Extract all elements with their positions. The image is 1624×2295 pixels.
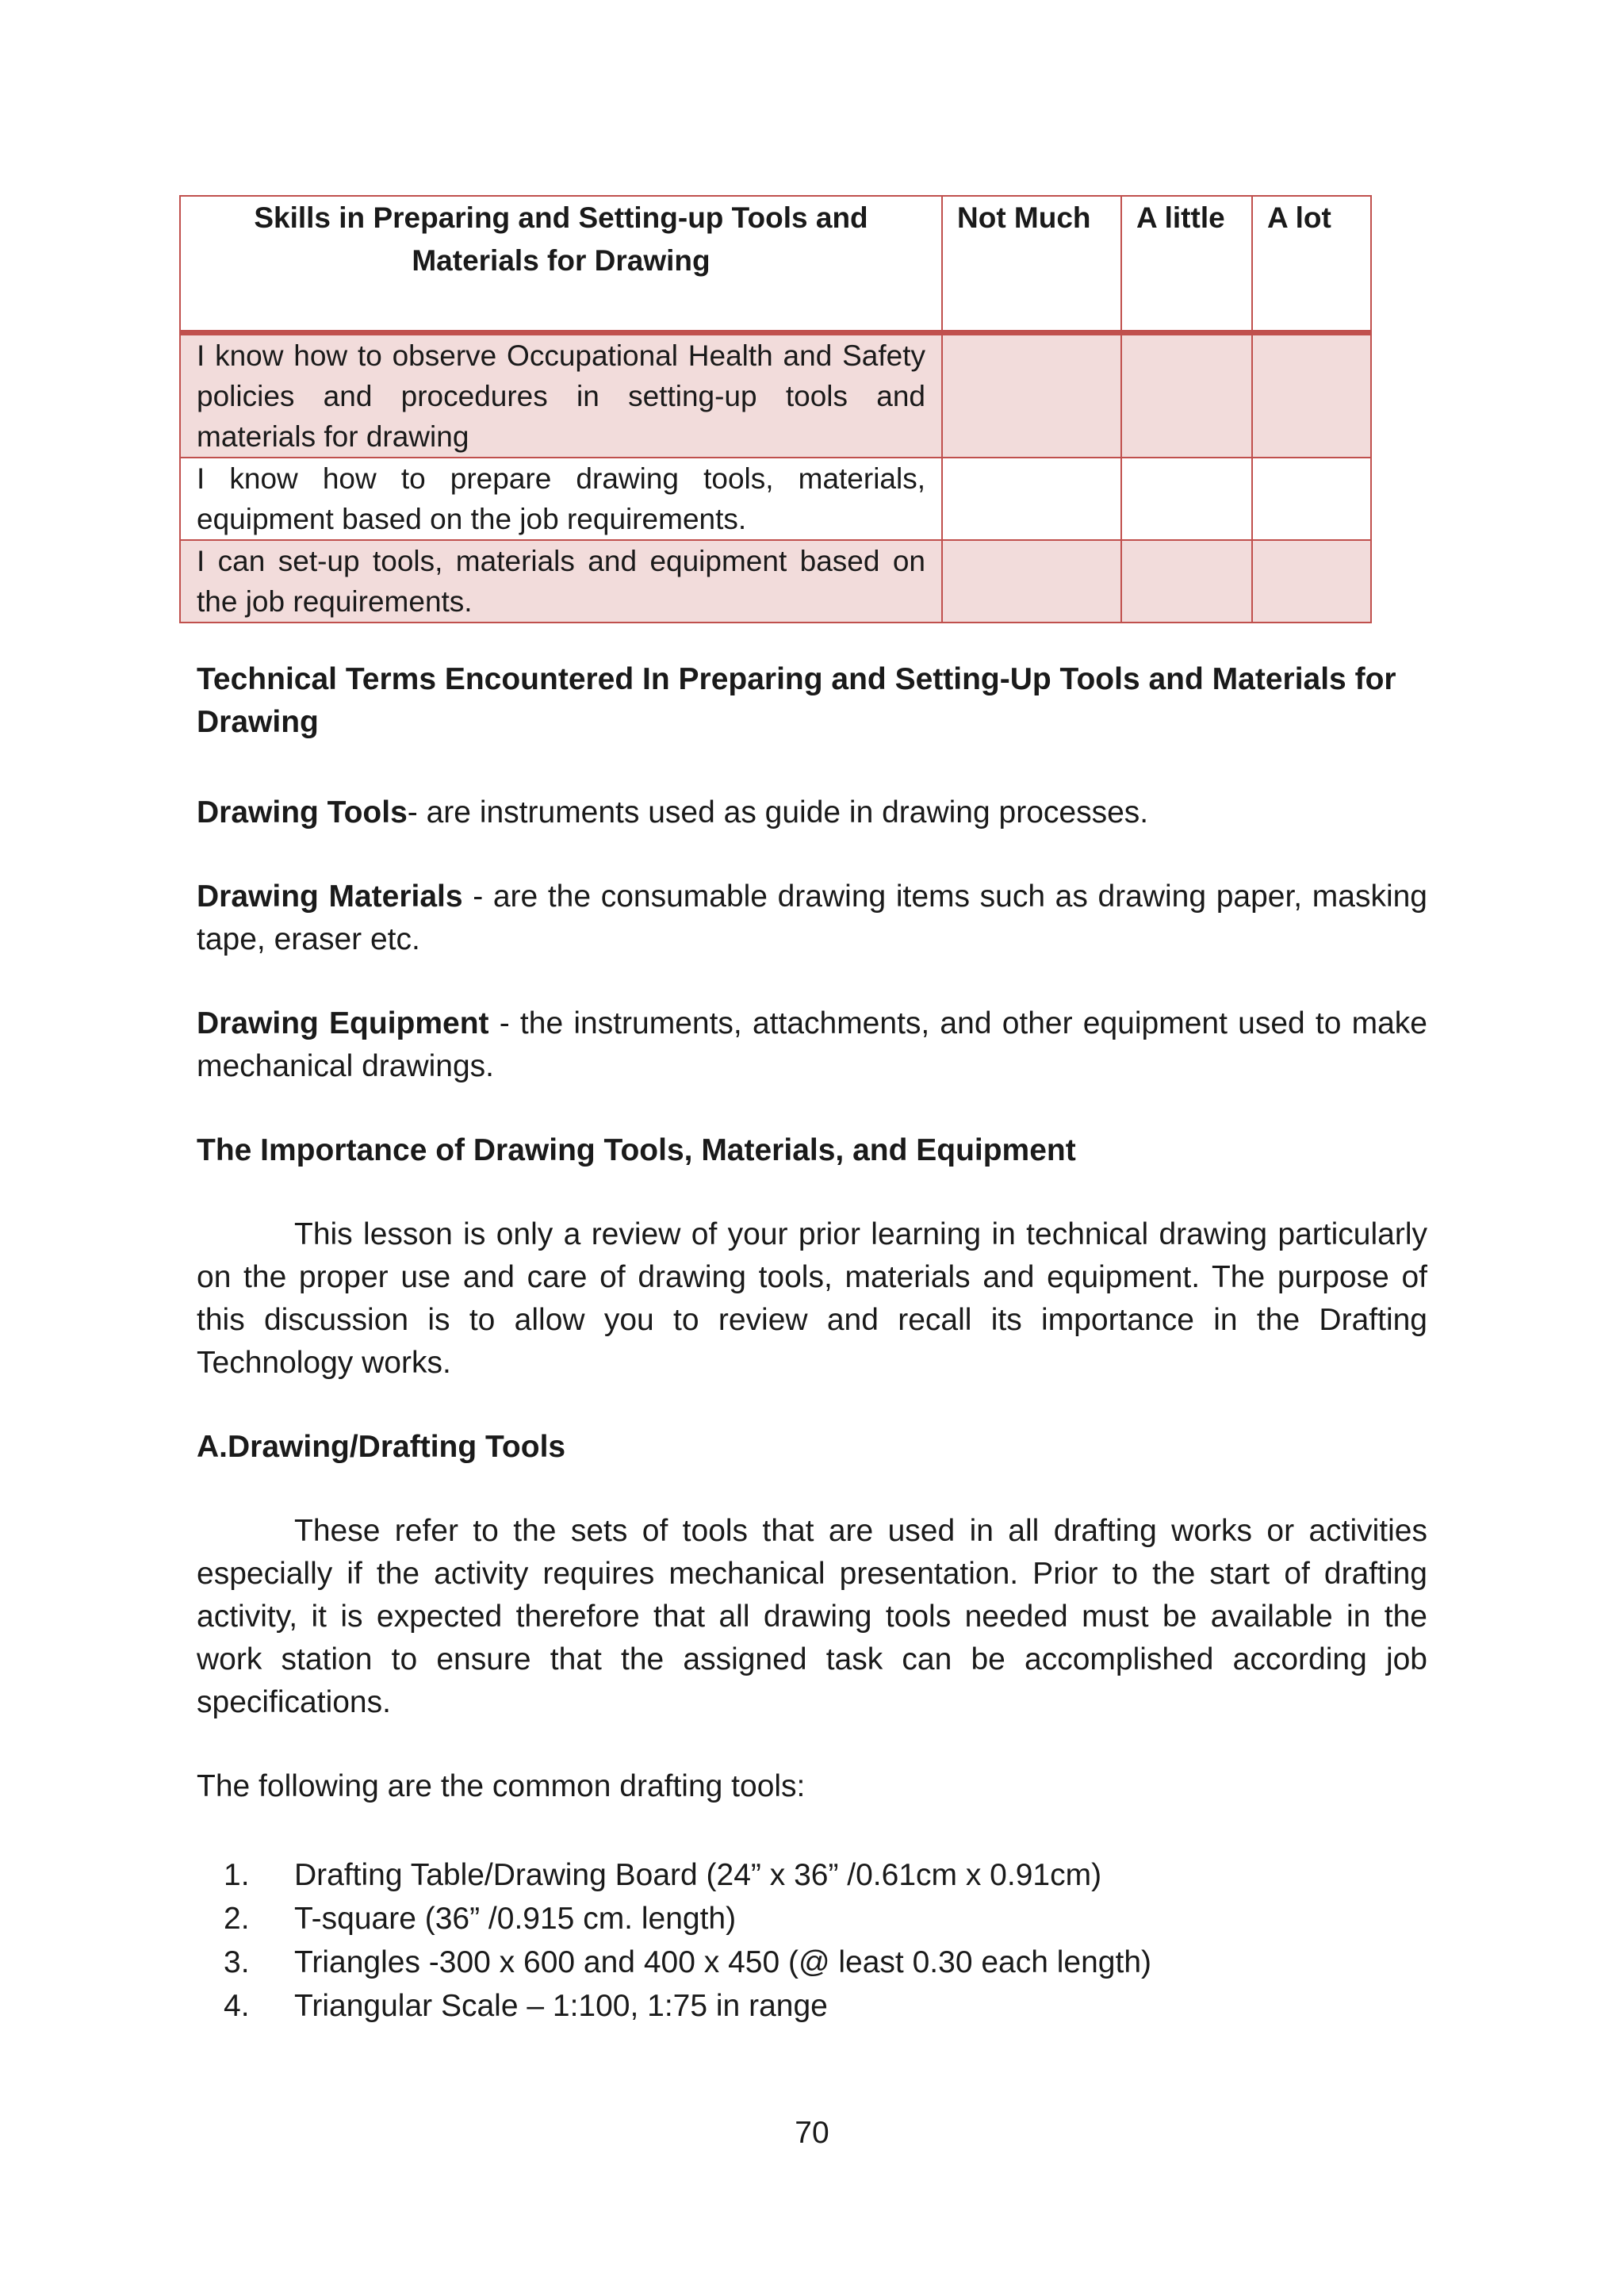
skill-statement: I can set-up tools, materials and equipment based on the job requirements. bbox=[180, 540, 942, 623]
not-much-rating-cell[interactable] bbox=[942, 540, 1121, 623]
list-item bbox=[197, 1984, 1427, 2028]
term-label: Drawing Equipment bbox=[197, 1006, 489, 1040]
list-text: Drafting Table/Drawing Board (24” x 36” /0.61cm x 0.91cm) bbox=[294, 1858, 1102, 1892]
page-number: 70 bbox=[795, 2116, 829, 2150]
term-label: Drawing Materials bbox=[197, 879, 463, 914]
self-assessment-table bbox=[179, 195, 1372, 623]
drafting-tools-list bbox=[197, 1853, 1427, 2028]
list-item bbox=[197, 1853, 1427, 1897]
skill-statement: I know how to prepare drawing tools, materials, equipment based on the job requirements. bbox=[180, 458, 942, 540]
list-number: 1. bbox=[224, 1858, 250, 1892]
list-text: Triangles -300 x 600 and 400 x 450 (@ least 0.30 each length) bbox=[294, 1945, 1151, 1979]
a-lot-rating-cell[interactable] bbox=[1252, 540, 1371, 623]
not-much-rating-cell[interactable] bbox=[942, 458, 1121, 540]
a-lot-column-header: A lot bbox=[1252, 196, 1371, 333]
term-drawing-materials bbox=[197, 875, 1427, 961]
list-number: 3. bbox=[224, 1945, 250, 1979]
list-text: Triangular Scale – 1:100, 1:75 in range bbox=[294, 1989, 828, 2023]
importance-heading: The Importance of Drawing Tools, Materials, and Equipment bbox=[197, 1133, 1076, 1167]
term-definition: - are instruments used as guide in drawing processes. bbox=[407, 795, 1149, 829]
drafting-tools-heading: A.Drawing/Drafting Tools bbox=[197, 1430, 566, 1464]
term-drawing-equipment bbox=[197, 1002, 1427, 1088]
table-row bbox=[180, 540, 1371, 623]
a-little-rating-cell[interactable] bbox=[1121, 333, 1252, 458]
table-row bbox=[180, 458, 1371, 540]
not-much-rating-cell[interactable] bbox=[942, 333, 1121, 458]
list-item bbox=[197, 1897, 1427, 1941]
a-little-rating-cell[interactable] bbox=[1121, 458, 1252, 540]
term-drawing-tools bbox=[197, 791, 1427, 834]
a-little-column-header: A little bbox=[1121, 196, 1252, 333]
tools-list-intro: The following are the common drafting tools: bbox=[197, 1769, 806, 1803]
table-header-row bbox=[180, 196, 1371, 333]
a-little-rating-cell[interactable] bbox=[1121, 540, 1252, 623]
importance-paragraph: This lesson is only a review of your prior learning in technical drawing particularly on the proper use and care of drawing tools, materials and equipment. The purpose of this discussion is to allow you to review and recall its importance in the Drafting Technology works. bbox=[197, 1217, 1427, 1380]
main-content bbox=[197, 658, 1427, 2028]
a-lot-rating-cell[interactable] bbox=[1252, 458, 1371, 540]
term-definition: - the instruments, attachments, and other equipment used to make mechanical drawings. bbox=[197, 1006, 1427, 1083]
skills-column-header: Skills in Preparing and Setting-up Tools and Materials for Drawing bbox=[180, 196, 942, 333]
list-text: T-square (36” /0.915 cm. length) bbox=[294, 1902, 737, 1936]
term-label: Drawing Tools bbox=[197, 795, 408, 829]
table-row bbox=[180, 333, 1371, 458]
not-much-column-header: Not Much bbox=[942, 196, 1121, 333]
term-definition: - are the consumable drawing items such as drawing paper, masking tape, eraser etc. bbox=[197, 879, 1427, 956]
list-number: 4. bbox=[224, 1989, 250, 2023]
drafting-tools-paragraph: These refer to the sets of tools that are used in all drafting works or activities especially if the activity requires mechanical presentation. Prior to the start of drafting activity, it is expected therefore that all drawing tools needed must be available in the work station to ensure that the assigned task can be accomplished according job specifications. bbox=[197, 1514, 1427, 1719]
list-number: 2. bbox=[224, 1902, 250, 1936]
list-item bbox=[197, 1941, 1427, 1984]
technical-terms-heading: Technical Terms Encountered In Preparing and Setting-Up Tools and Materials for Drawing bbox=[197, 662, 1396, 739]
a-lot-rating-cell[interactable] bbox=[1252, 333, 1371, 458]
skill-statement: I know how to observe Occupational Health and Safety policies and procedures in setting-up tools and materials for drawing bbox=[180, 333, 942, 458]
